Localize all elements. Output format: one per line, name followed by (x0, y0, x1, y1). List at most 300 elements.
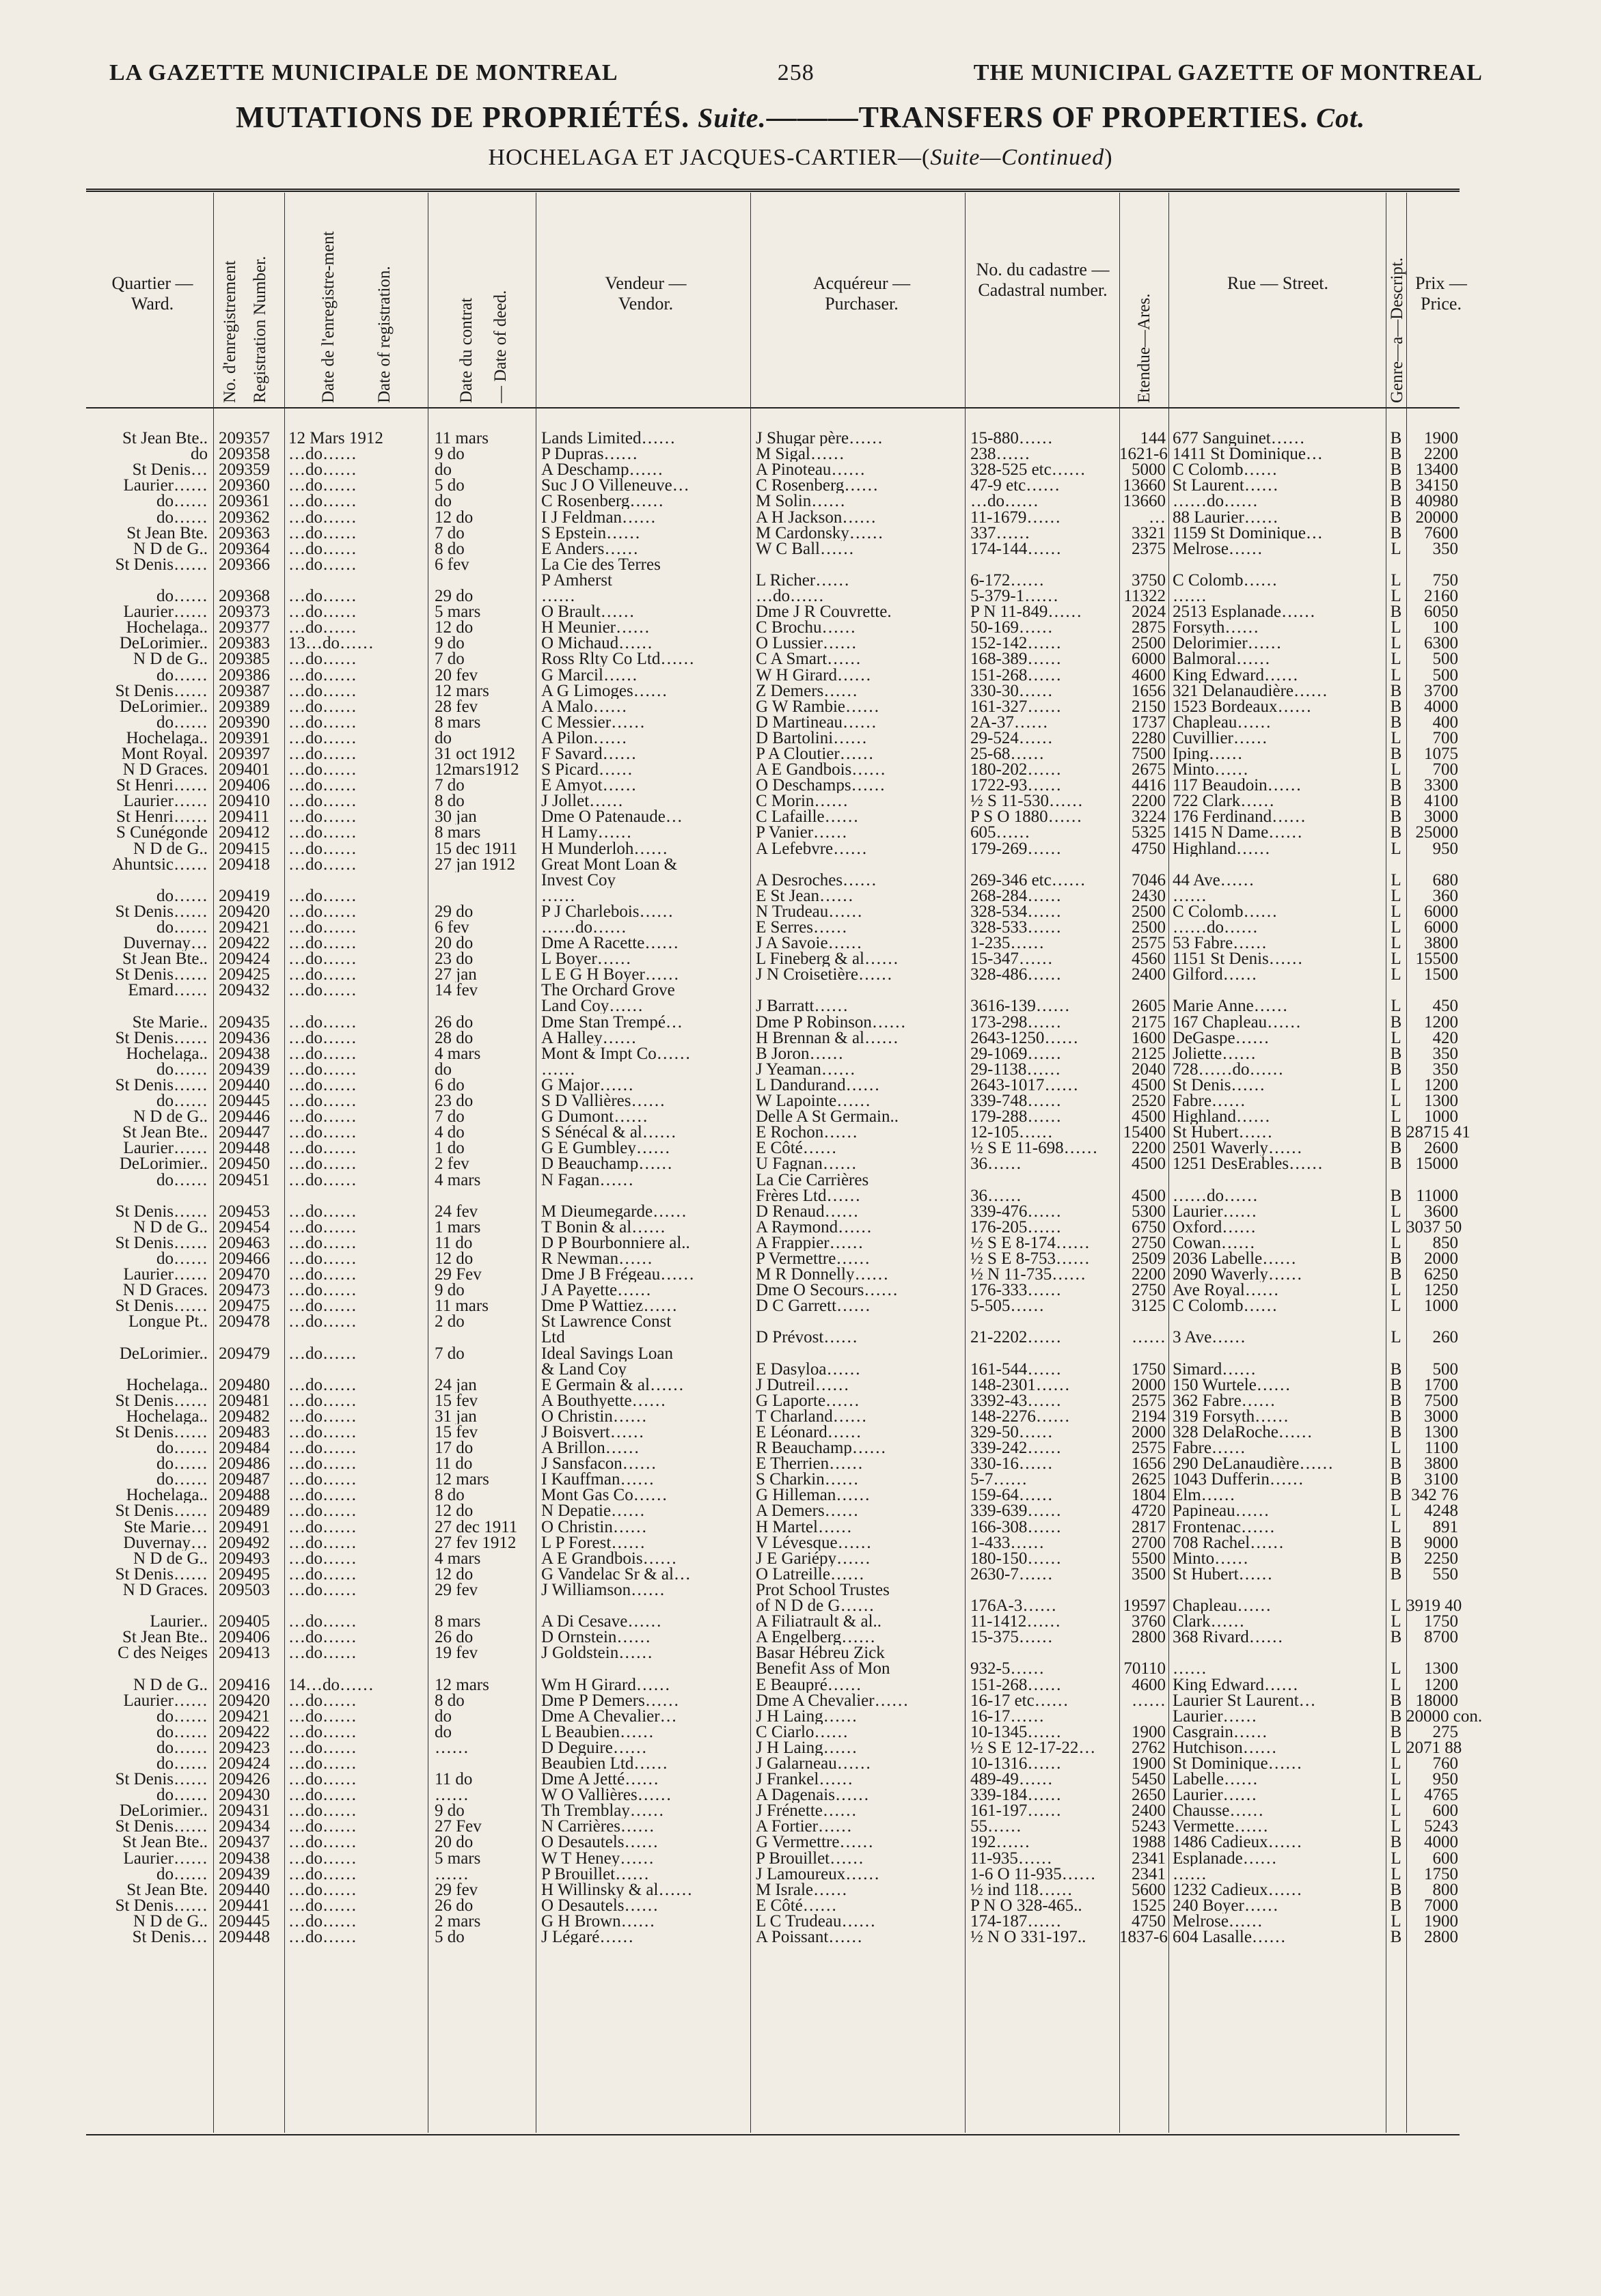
cell-deed-date: 15 fev (435, 1392, 478, 1409)
cell-deed-date: 29 fev (435, 1581, 478, 1598)
cell-registration-date: …do…… (288, 762, 357, 778)
cell-purchaser: A Lefebvre…… (756, 840, 868, 857)
cell-street: 2513 Esplanade…… (1173, 604, 1315, 620)
table-row (86, 1046, 1460, 1062)
cell-price: 20000 (1415, 508, 1458, 527)
cell-cadastral-number: 176-333…… (970, 1282, 1062, 1299)
table-row (86, 1361, 1460, 1377)
cell-registration-number: 209454 (219, 1219, 270, 1235)
table-row (86, 572, 1460, 588)
cell-price: 600 (1432, 1849, 1458, 1868)
cell-purchaser: J Shugar père…… (756, 430, 884, 447)
cell-purchaser: E Côté…… (756, 1140, 837, 1157)
cell-price: 2600 (1424, 1139, 1458, 1158)
cell-vendor: O Desautels…… (541, 1834, 659, 1851)
cell-cadastral-number: 5-7…… (970, 1471, 1028, 1488)
cell-cadastral-number: 36…… (970, 1187, 1022, 1204)
cell-vendor: Lands Limited…… (541, 430, 676, 447)
cell-genre: B (1390, 1534, 1402, 1551)
cell-cadastral-number: ½ N 11-735…… (970, 1267, 1086, 1283)
cell-street: Laurier…… (1173, 1787, 1257, 1803)
cell-ward: St Denis…… (115, 682, 208, 699)
cell-vendor: M Dieumegarde…… (541, 1203, 687, 1219)
cell-area: 3500 (1132, 1566, 1166, 1582)
cell-registration-date: …do…… (288, 1109, 357, 1125)
cell-purchaser: J Dutreil…… (756, 1377, 849, 1393)
cell-ward: DeLorimier.. (119, 1156, 208, 1172)
cell-area: 2400 (1132, 967, 1166, 983)
cell-street: Highland…… (1173, 840, 1271, 857)
cell-registration-number: 209437 (219, 1834, 270, 1851)
cell-street: C Colomb…… (1173, 1298, 1278, 1314)
cell-ward: do…… (156, 667, 208, 683)
cell-registration-date: …do…… (288, 1913, 357, 1929)
cell-vendor: O Christin…… (541, 1519, 647, 1535)
cell-cadastral-number: 2643-1250…… (970, 1029, 1079, 1046)
cell-purchaser: Dme A Chevalier…… (756, 1692, 909, 1709)
table-row (86, 1866, 1460, 1882)
cell-genre: B (1390, 1377, 1402, 1393)
cell-purchaser: J H Laing…… (756, 1708, 858, 1724)
cell-registration-number: 209436 (219, 1029, 270, 1046)
cell-genre: L (1391, 572, 1401, 588)
cell-street: 368 Rivard…… (1173, 1629, 1283, 1646)
cell-cadastral-number: 1-433…… (970, 1534, 1045, 1551)
cell-registration-number: 209405 (219, 1614, 270, 1630)
cell-ward: Ahuntsic…… (111, 856, 208, 872)
cell-purchaser: C Rosenberg…… (756, 478, 879, 494)
cell-registration-date: …do…… (288, 525, 357, 541)
cell-street: …… (1173, 588, 1207, 605)
cell-vendor: R Newman…… (541, 1250, 653, 1267)
cell-ward: do…… (156, 1724, 208, 1740)
cell-registration-date: …do…… (288, 1755, 357, 1771)
cell-ward: St Denis…… (115, 1029, 208, 1046)
cell-vendor: A Pilon…… (541, 730, 627, 746)
table-row (86, 478, 1460, 493)
cell-registration-number: 209484 (219, 1440, 270, 1456)
cell-ward: Laurier…… (123, 1267, 208, 1283)
cell-cadastral-number: 932-5…… (970, 1661, 1045, 1677)
cell-purchaser: E Serres…… (756, 919, 847, 935)
cell-street: 1415 N Dame…… (1173, 825, 1303, 841)
table-row (86, 635, 1460, 651)
cell-cadastral-number: 173-298…… (970, 1014, 1062, 1030)
cell-vendor: E Anders…… (541, 540, 639, 557)
cell-price: 3100 (1424, 1470, 1458, 1489)
cell-cadastral-number: 21-2202…… (970, 1329, 1062, 1346)
table-row (86, 1471, 1460, 1487)
cell-genre: B (1390, 525, 1402, 541)
cell-vendor: Suc J O Villeneuve… (541, 478, 689, 494)
cell-price: 18000 (1415, 1691, 1458, 1710)
cell-price: 2800 (1424, 1928, 1458, 1946)
cell-registration-number: 209473 (219, 1282, 270, 1299)
cell-purchaser: A Dagenais…… (756, 1787, 869, 1803)
header-reg-en: Registration Number. (251, 255, 269, 403)
table-row (86, 967, 1460, 982)
cell-ward: N D de G.. (133, 651, 208, 667)
table-row (86, 1012, 1460, 1032)
cell-cadastral-number: 174-187…… (970, 1913, 1062, 1929)
cell-registration-date: …do…… (288, 1614, 357, 1630)
table-row (86, 1267, 1460, 1282)
cell-cadastral-number: 15-880…… (970, 430, 1053, 447)
cell-ward: St Denis… (132, 1929, 208, 1945)
cell-vendor: J Jollet…… (541, 793, 624, 810)
table-row (86, 557, 1460, 572)
cell-street: Simard…… (1173, 1361, 1257, 1377)
cell-cadastral-number: 330-30…… (970, 682, 1053, 699)
cell-ward: Laurier…… (123, 1850, 208, 1866)
cell-purchaser: J H Laing…… (756, 1739, 858, 1756)
cell-registration-date: …do…… (288, 1408, 357, 1424)
cell-registration-date: …do…… (288, 556, 357, 572)
cell-area: 1900 (1132, 1724, 1166, 1740)
cell-genre: L (1391, 872, 1401, 888)
cell-area: 1804 (1132, 1487, 1166, 1504)
cell-registration-number: 209438 (219, 1045, 270, 1062)
cell-cadastral-number: 166-308…… (970, 1519, 1062, 1535)
cell-vendor: O Brault…… (541, 604, 635, 620)
cell-deed-date: 14 fev (435, 982, 478, 999)
cell-registration-date: …do…… (288, 651, 357, 667)
cell-street: 1232 Cadieux…… (1173, 1881, 1302, 1898)
cell-street: Forsyth…… (1173, 620, 1259, 636)
cell-vendor: S Epstein…… (541, 525, 641, 541)
cell-ward: St Denis…… (115, 1392, 208, 1409)
cell-price: 1700 (1424, 1375, 1458, 1394)
cell-vendor: …… (541, 588, 575, 605)
cell-vendor: P Amherst (541, 572, 612, 588)
cell-price: 15000 (1415, 1154, 1458, 1174)
cell-vendor: N Fagan…… (541, 1172, 634, 1188)
table-row (86, 1771, 1460, 1787)
cell-price: 400 (1432, 713, 1458, 732)
table-row (86, 493, 1460, 509)
cell-registration-number: 209493 (219, 1550, 270, 1566)
cell-vendor: Mont & Impt Co…… (541, 1045, 691, 1062)
cell-registration-date: …do…… (288, 951, 357, 967)
cell-registration-number: 209421 (219, 1708, 270, 1724)
cell-area: 2800 (1132, 1629, 1166, 1646)
cell-street: Vermette…… (1173, 1818, 1269, 1835)
cell-cadastral-number: 151-268…… (970, 1676, 1062, 1693)
cell-vendor: Th Tremblay…… (541, 1803, 664, 1819)
cell-genre: L (1391, 998, 1401, 1014)
cell-registration-number: 209448 (219, 1140, 270, 1157)
cell-vendor: & Land Coy (541, 1361, 627, 1377)
cell-genre: B (1390, 1897, 1402, 1913)
cell-area: 2125 (1132, 1045, 1166, 1062)
title-fr-suite: Suite. (698, 102, 767, 133)
cell-purchaser: A Desroches…… (756, 872, 877, 888)
cell-ward: do…… (156, 1172, 208, 1188)
cell-area: 6000 (1132, 651, 1166, 667)
cell-vendor: P Dupras…… (541, 446, 638, 462)
cell-area: 3760 (1132, 1614, 1166, 1630)
cell-area: 2500 (1132, 903, 1166, 919)
table-row (86, 446, 1460, 462)
cell-street: 167 Chapleau…… (1173, 1014, 1302, 1030)
cell-registration-date: …do…… (288, 1929, 357, 1945)
cell-deed-date: do (435, 493, 452, 510)
cell-ward: N D de G.. (133, 1550, 208, 1566)
table-row (86, 1204, 1460, 1219)
table-row (86, 1535, 1460, 1551)
cell-registration-number: 209478 (219, 1314, 270, 1330)
cell-cadastral-number: P N O 328-465.. (970, 1897, 1082, 1913)
cell-deed-date: 30 jan (435, 809, 477, 825)
cell-registration-date: …do…… (288, 1581, 357, 1598)
cell-cadastral-number: 50-169…… (970, 620, 1053, 636)
cell-street: C Colomb…… (1173, 903, 1278, 919)
cell-price: 8700 (1424, 1628, 1458, 1647)
cell-genre: L (1391, 635, 1401, 652)
cell-vendor: ……do…… (541, 919, 627, 935)
cell-cadastral-number: 328-534…… (970, 903, 1062, 919)
cell-street: 150 Wurtele…… (1173, 1377, 1291, 1393)
cell-registration-date: …do…… (288, 1282, 357, 1299)
cell-price: 1750 (1424, 1864, 1458, 1883)
cell-area: 7500 (1132, 745, 1166, 762)
cell-genre: L (1391, 651, 1401, 667)
cell-ward: DeLorimier.. (119, 1345, 208, 1361)
cell-registration-date: …do…… (288, 793, 357, 810)
table-row (86, 1156, 1460, 1172)
cell-area: 3125 (1132, 1298, 1166, 1314)
cell-area: 1737 (1132, 714, 1166, 730)
cell-street: 2090 Waverly…… (1173, 1267, 1302, 1283)
cell-area: 4600 (1132, 667, 1166, 683)
cell-deed-date: 4 do (435, 1124, 465, 1141)
cell-registration-number: 209401 (219, 762, 270, 778)
cell-street: 53 Fabre…… (1173, 935, 1268, 952)
cell-street: 88 Laurier…… (1173, 509, 1278, 525)
table-row (86, 998, 1460, 1014)
cell-area: 2175 (1132, 1014, 1166, 1030)
cell-price: 4248 (1424, 1502, 1458, 1521)
cell-street: Laurier…… (1173, 1708, 1257, 1724)
cell-vendor: S Sénécal & al…… (541, 1124, 676, 1141)
cell-genre: B (1390, 777, 1402, 794)
cell-registration-number: 209470 (219, 1267, 270, 1283)
cell-street: 1523 Bordeaux…… (1173, 698, 1312, 715)
cell-deed-date: …… (435, 1866, 469, 1882)
cell-street: DeGaspe…… (1173, 1029, 1270, 1046)
cell-street: Chapleau…… (1173, 714, 1272, 730)
cell-street: Elm…… (1173, 1487, 1235, 1504)
table-row (86, 1566, 1460, 1582)
cell-ward: Laurier…… (123, 793, 208, 810)
cell-vendor: W T Heney…… (541, 1850, 655, 1866)
cell-ward: do…… (156, 1755, 208, 1771)
cell-area: 15400 (1123, 1124, 1166, 1141)
cell-area: 2430 (1132, 887, 1166, 904)
cell-cadastral-number: 152-142…… (970, 635, 1062, 652)
cell-area: 2575 (1132, 935, 1166, 952)
cell-genre: B (1390, 745, 1402, 762)
cell-registration-date: …do…… (288, 1014, 357, 1030)
cell-vendor: D Ornstein…… (541, 1629, 651, 1646)
cell-purchaser: H Brennan & al…… (756, 1029, 899, 1046)
cell-deed-date: 11 do (435, 1456, 473, 1472)
header-street: Rue — Street. (1227, 273, 1329, 293)
cell-registration-number: 209411 (219, 809, 270, 825)
cell-street: 1486 Cadieux…… (1173, 1834, 1302, 1851)
cell-vendor: J Boisvert…… (541, 1424, 644, 1440)
cell-cadastral-number: 16-17 etc…… (970, 1692, 1069, 1709)
cell-purchaser: H Martel…… (756, 1519, 852, 1535)
cell-deed-date: 26 do (435, 1897, 474, 1913)
cell-price: 100 (1432, 618, 1458, 637)
cell-purchaser: L Dandurand…… (756, 1077, 880, 1093)
cell-purchaser: P Brouillet…… (756, 1850, 864, 1866)
cell-deed-date: 12mars1912 (435, 762, 519, 778)
cell-genre: L (1391, 840, 1401, 857)
cell-ward: St Denis… (132, 462, 208, 478)
cell-vendor: Land Coy…… (541, 998, 644, 1014)
table-row (86, 951, 1460, 967)
cell-price: 1200 (1424, 1675, 1458, 1694)
cell-genre: B (1390, 682, 1402, 699)
cell-area: 4500 (1132, 1156, 1166, 1172)
cell-area: 2200 (1132, 1267, 1166, 1283)
cell-registration-number: 209357 (219, 430, 270, 447)
cell-purchaser: L Fineberg & al…… (756, 951, 899, 967)
cell-ward: Hochelaga.. (126, 730, 208, 746)
cell-vendor: A Deschamp…… (541, 462, 663, 478)
cell-price: 350 (1432, 539, 1458, 558)
cell-price: 700 (1432, 760, 1458, 779)
table-row (86, 762, 1460, 777)
cell-price: 680 (1432, 870, 1458, 889)
cell-registration-date: …do…… (288, 1456, 357, 1472)
cell-area: … (1149, 509, 1166, 525)
cell-genre: B (1390, 478, 1402, 494)
table-row (86, 1123, 1470, 1142)
cell-vendor: D P Bourbonniere al.. (541, 1234, 690, 1251)
table-row (86, 840, 1460, 856)
cell-genre: L (1391, 1440, 1401, 1456)
cell-registration-date: …do…… (288, 1219, 357, 1235)
cell-registration-number: 209426 (219, 1771, 270, 1788)
title-fr: MUTATIONS DE PROPRIÉTÉS. (235, 100, 690, 134)
cell-registration-number: 209362 (219, 509, 270, 525)
cell-vendor: I J Feldman…… (541, 509, 657, 525)
cell-street: King Edward…… (1173, 1676, 1298, 1693)
cell-genre: B (1390, 825, 1402, 841)
cell-street: Cuvillier…… (1173, 730, 1268, 746)
cell-registration-number: 209489 (219, 1503, 270, 1519)
table-row (86, 1440, 1460, 1456)
cell-registration-date: …do…… (288, 1045, 357, 1062)
cell-vendor: Mont Gas Co…… (541, 1487, 668, 1504)
header-genre: Genre—a—Descript. (1388, 257, 1406, 403)
cell-purchaser: P A Cloutier…… (756, 745, 874, 762)
cell-price: 260 (1432, 1328, 1458, 1347)
cell-street: Oxford…… (1173, 1219, 1257, 1235)
cell-genre: L (1391, 588, 1401, 605)
cell-ward: do…… (156, 509, 208, 525)
cell-street: Clark…… (1173, 1614, 1245, 1630)
cell-ward: Hochelaga.. (126, 1377, 208, 1393)
cell-deed-date: do (435, 1708, 452, 1724)
cell-registration-number: 209373 (219, 604, 270, 620)
cell-area: 2200 (1132, 1140, 1166, 1157)
cell-registration-number: 209434 (219, 1818, 270, 1835)
cell-price: 3600 (1424, 1202, 1458, 1221)
cell-deed-date: 12 do (435, 1250, 474, 1267)
cell-registration-date: …do…… (288, 1803, 357, 1819)
cell-price: 6300 (1424, 634, 1458, 653)
table-row (86, 982, 1460, 998)
cell-registration-date: …do…… (288, 604, 357, 620)
cell-cadastral-number: 180-150…… (970, 1550, 1062, 1566)
cell-purchaser: B Joron…… (756, 1045, 844, 1062)
table-row (86, 1329, 1460, 1345)
cell-vendor: S Picard…… (541, 762, 633, 778)
cell-purchaser: A Frappier…… (756, 1234, 864, 1251)
cell-street: Fabre…… (1173, 1440, 1246, 1456)
cell-cadastral-number: 176-205…… (970, 1219, 1062, 1235)
cell-deed-date: 31 jan (435, 1408, 477, 1424)
cell-ward: St Denis…… (115, 1771, 208, 1788)
table-row (86, 1487, 1460, 1503)
running-header (109, 60, 1483, 86)
cell-street: St Hubert…… (1173, 1566, 1273, 1582)
cell-ward: Ste Marie.. (132, 1014, 208, 1030)
cell-price: 9000 (1424, 1533, 1458, 1552)
cell-area: 4500 (1132, 1109, 1166, 1125)
cell-genre: L (1391, 540, 1401, 557)
cell-area: 2000 (1132, 1424, 1166, 1440)
cell-area: 2150 (1132, 698, 1166, 715)
cell-area: 5325 (1132, 825, 1166, 841)
table-row (86, 1314, 1460, 1329)
cell-registration-date: …do…… (288, 1818, 357, 1835)
cell-genre: B (1390, 1487, 1402, 1504)
cell-deed-date: 4 mars (435, 1550, 481, 1566)
cell-registration-date: …do…… (288, 1834, 357, 1851)
cell-registration-number: 209425 (219, 967, 270, 983)
header-left: LA GAZETTE MUNICIPALE DE MONTREAL (109, 60, 618, 85)
table-row (86, 1614, 1460, 1629)
cell-purchaser: V Lévesque…… (756, 1534, 872, 1551)
cell-price: 450 (1432, 997, 1458, 1016)
table-row (86, 793, 1460, 809)
cell-area: 4720 (1132, 1503, 1166, 1519)
cell-price: 1300 (1424, 1092, 1458, 1111)
cell-cadastral-number: 151-268…… (970, 667, 1062, 683)
cell-deed-date: 24 jan (435, 1377, 477, 1393)
cell-price: 3800 (1424, 934, 1458, 953)
cell-genre: B (1390, 493, 1402, 510)
cell-vendor: J Sansfacon…… (541, 1456, 657, 1472)
cell-street: St Dominique…… (1173, 1755, 1302, 1771)
cell-area: 3224 (1132, 809, 1166, 825)
cell-cadastral-number: 238…… (970, 446, 1030, 462)
cell-registration-date: …do…… (288, 1029, 357, 1046)
cell-genre: L (1391, 1818, 1401, 1835)
cell-purchaser: P Vermettre…… (756, 1250, 871, 1267)
cell-cadastral-number: 161-197…… (970, 1803, 1062, 1819)
cell-area: 2575 (1132, 1392, 1166, 1409)
cell-ward: St Denis…… (115, 967, 208, 983)
cell-ward: St Denis…… (115, 1897, 208, 1913)
cell-purchaser: G Laporte…… (756, 1392, 860, 1409)
cell-genre: B (1390, 793, 1402, 810)
